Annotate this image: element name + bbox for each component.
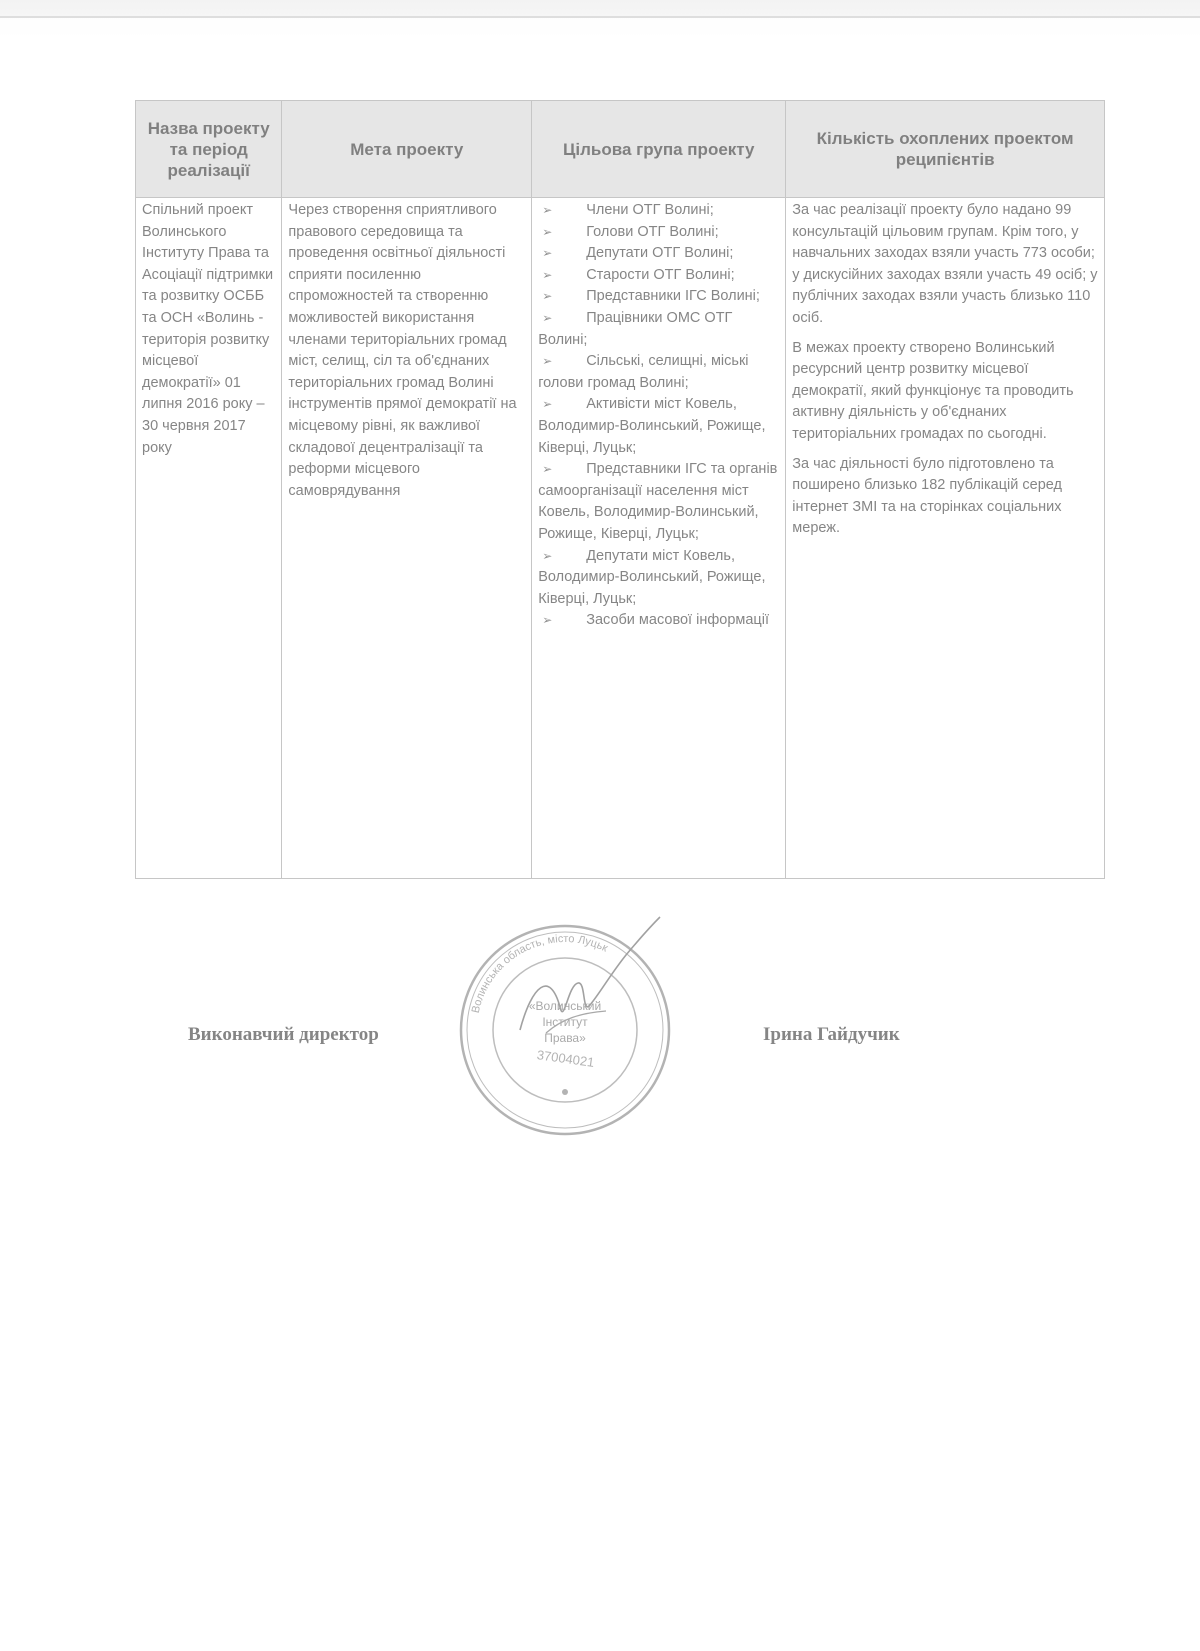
list-item: ➢ Члени ОТГ Волині; [538, 200, 779, 222]
list-item: ➢ Представники ІГС та органів самоорганізації населення міст Ковель, Володимир-Волинський, Рожище, Ківерці, Луцьк; [538, 461, 778, 542]
header-recipients: Кількість охоплених проектом реципієнтів [786, 101, 1105, 198]
list-item: ➢ Працівники ОМС ОТГ Волині; [538, 309, 733, 348]
recipients-paragraph: В межах проекту створено Волинський ресурсний центр розвитку місцевої демократії, який функціонує та проводить активну діяльність у об'єднаних територіальних громадах по сьогодні. [792, 339, 1074, 442]
header-target-group: Цільова група проекту [532, 101, 786, 198]
arrow-bullet-icon: ➢ [542, 224, 553, 239]
signatory-title: Виконавчий директор [188, 1024, 379, 1045]
page-top-edge [0, 0, 1200, 18]
list-item: ➢ Старости ОТГ Волині; [538, 265, 779, 287]
cell-project-name: Спільний проект Волинського Інституту Права та Асоціації підтримки та розвитку ОСББ та ОСН «Волинь - територія розвитку місцевої демократії» 01 липня 2016 року – 30 червня 2017 року [136, 198, 282, 879]
arrow-bullet-icon: ➢ [542, 267, 553, 282]
target-group-list [538, 200, 779, 632]
table-row [136, 198, 1105, 879]
recipients-paragraph: За час реалізації проекту було надано 99 консультацій цільовим групам. Крім того, у навчальних заходах взяли участь 773 особи; у дискусійних заходах взяли участь 49 осіб; у публічних заходах взяли участь близько 110 осіб. [792, 202, 1098, 326]
stamp-ring-text: Волинська область, місто Луцьк [469, 932, 610, 1015]
arrow-bullet-icon: ➢ [542, 354, 553, 369]
stamp-code: 37004021 [535, 1047, 596, 1070]
stamp-line: Права» [544, 1031, 586, 1045]
list-item: ➢ Сільські, селищні, міські голови громад Волині; [538, 353, 749, 391]
list-item: ➢ Представники ІГС Волині; [538, 286, 779, 308]
list-item: ➢ Засоби масової інформації [538, 610, 779, 632]
cell-goal: Через створення сприятливого правового середовища та проведення освітньої діяльності сприяти посиленню спроможностей та створенню можливостей використання членами територіальних громад міст, селищ, сіл та об'єднаних територіальних громад Волині інструментів прямої демократії на місцевому рівні, як важливої складової децентралізації та реформи місцевого самоврядування [282, 198, 532, 879]
arrow-bullet-icon: ➢ [542, 203, 553, 217]
arrow-bullet-icon: ➢ [542, 289, 553, 304]
list-item: ➢ Активісти міст Ковель, Володимир-Волинський, Рожище, Ківерці, Луцьк; [538, 396, 766, 456]
list-item: ➢ Депутати ОТГ Волині; [538, 243, 779, 265]
cell-target-groups [532, 198, 786, 879]
organization-stamp [450, 915, 680, 1145]
list-item: ➢ Голови ОТГ Волині; [538, 222, 779, 244]
signatory-name: Ірина Гайдучик [763, 1024, 900, 1045]
arrow-bullet-icon: ➢ [542, 613, 553, 628]
list-item: ➢ Депутати міст Ковель, Володимир-Волинський, Рожище, Ківерці, Луцьк; [538, 547, 766, 607]
arrow-bullet-icon: ➢ [542, 548, 553, 563]
project-table [135, 100, 1105, 879]
stamp-line: Інститут [542, 1015, 588, 1029]
cell-recipients [786, 198, 1105, 879]
arrow-bullet-icon: ➢ [542, 310, 553, 325]
table-header-row [136, 101, 1105, 198]
arrow-bullet-icon: ➢ [542, 397, 553, 412]
recipients-paragraph: За час діяльності було підготовлено та поширено близько 182 публікацій серед інтернет ЗМІ та на сторінках соціальних мереж. [792, 455, 1062, 537]
header-goal: Мета проекту [282, 101, 532, 198]
header-project-name: Назва проекту та період реалізації [136, 101, 282, 198]
stamp-line: «Волинський [528, 999, 602, 1013]
arrow-bullet-icon: ➢ [542, 462, 553, 477]
arrow-bullet-icon: ➢ [542, 246, 553, 261]
